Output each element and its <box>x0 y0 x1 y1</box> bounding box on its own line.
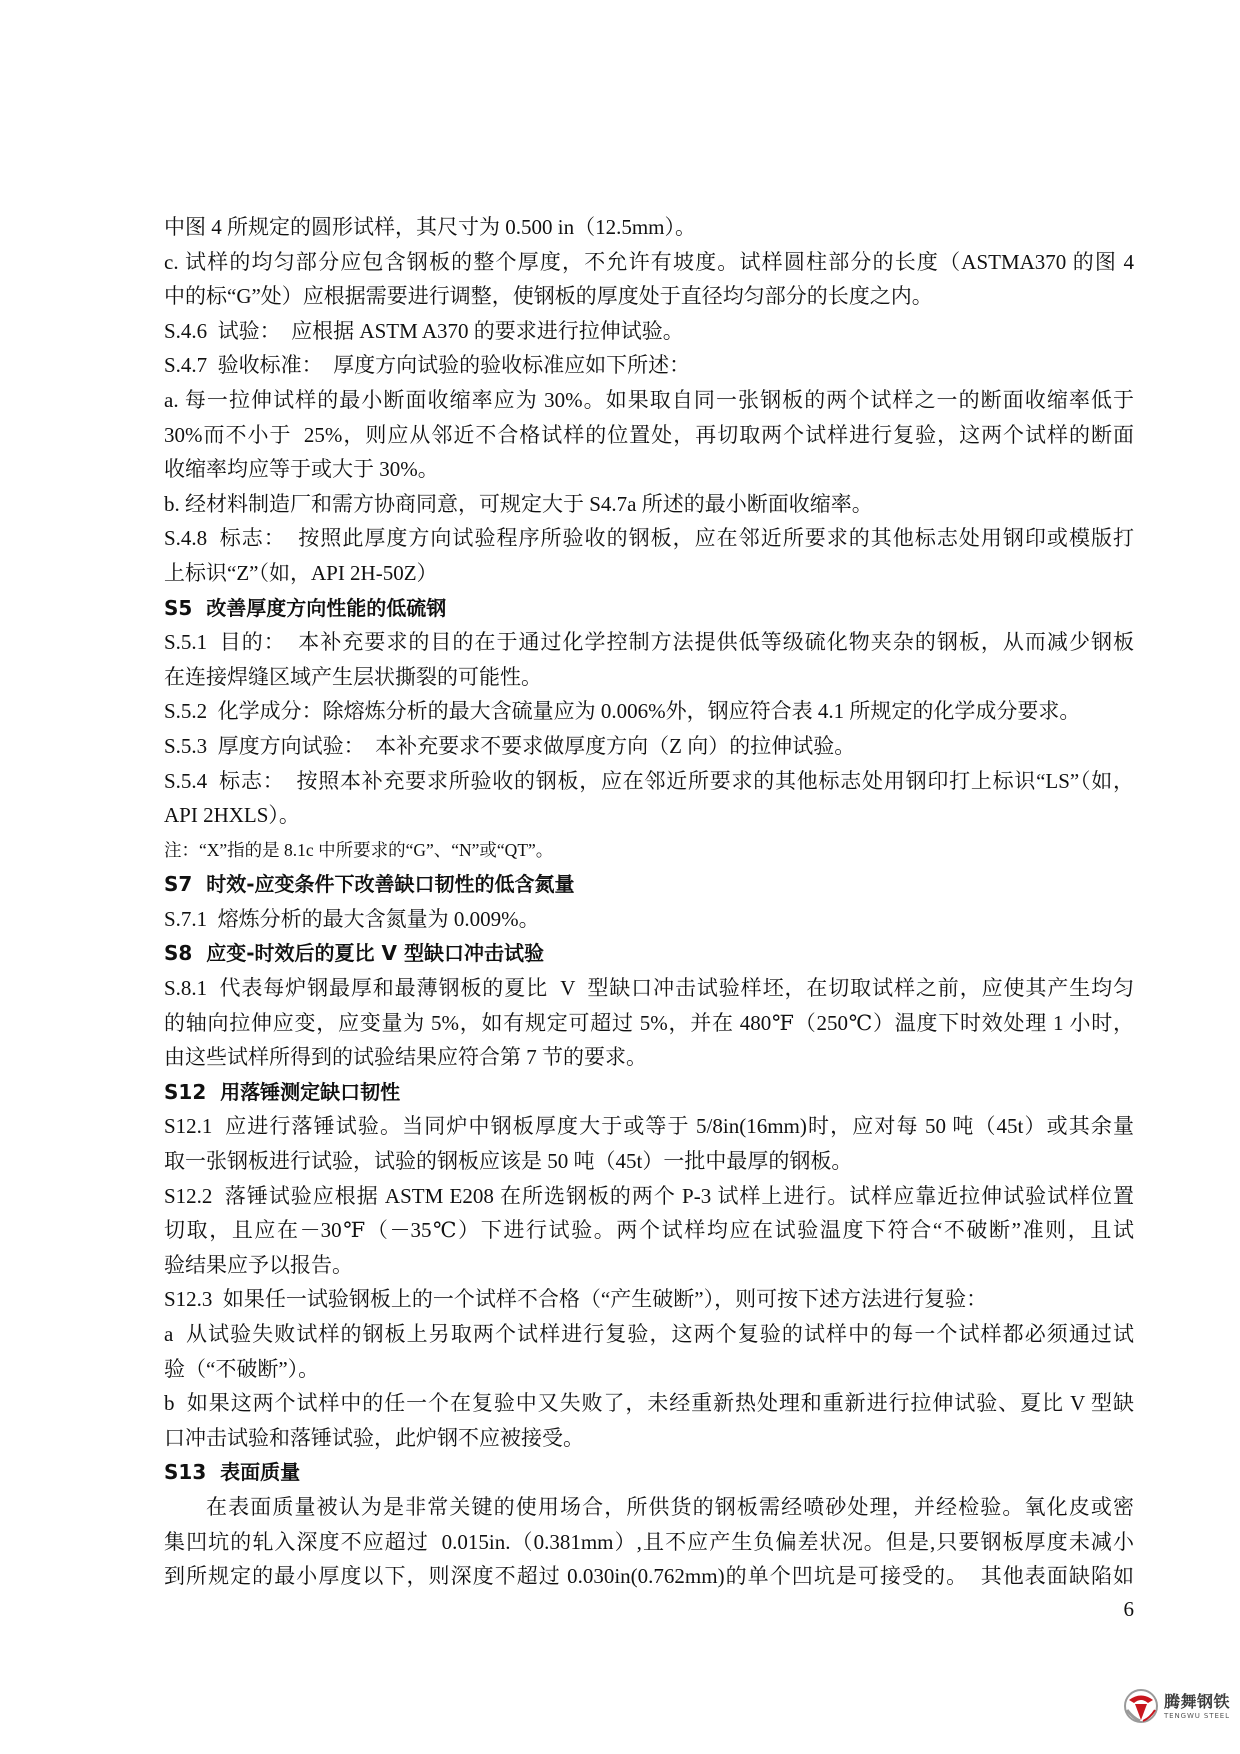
text-line: S.5.4 标志： 按照本补充要求所验收的钢板，应在邻近所要求的其他标志处用钢印打上标识“LS”（如， <box>164 768 1134 793</box>
clause-s12-3-a <box>164 1317 1134 1386</box>
clause-s4-8 <box>164 521 1134 590</box>
text-line: 收缩率均应等于或大于 30%。 <box>164 457 439 482</box>
text-line: 到所规定的最小厚度以下，则深度不超过 0.030in(0.762mm)的单个凹坑是可接受的。 其他表面缺陷如 <box>164 1564 1134 1589</box>
clause-s4-7 <box>164 348 1134 383</box>
clause-s5-4 <box>164 764 1134 833</box>
clause-s5-1 <box>164 625 1134 694</box>
text-line: API 2HXLS）。 <box>164 803 300 828</box>
note-line: 注：“X”指的是 8.1c 中所要求的“G”、“N”或“QT”。 <box>164 839 554 860</box>
logo-name-cn: 腾舞钢铁 <box>1164 1691 1231 1711</box>
text-line: 中的标“G”处）应根据需要进行调整，使钢板的厚度处于直径均匀部分的长度之内。 <box>164 284 933 309</box>
section-heading-s12: S12 用落锤测定缺口韧性 <box>164 1079 401 1104</box>
text-line: 由这些试样所得到的试验结果应符合第 7 节的要求。 <box>164 1045 647 1070</box>
section-heading-s5: S5 改善厚度方向性能的低硫钢 <box>164 595 447 620</box>
section-heading-s7: S7 时效-应变条件下改善缺口韧性的低含氮量 <box>164 872 575 897</box>
clause-s4-5-continuation <box>164 210 1134 245</box>
clause-s4-7-b <box>164 487 1134 522</box>
text-line: a 从试验失败试样的钢板上另取两个试样进行复验，这两个复验的试样中的每一个试样都必须通过试 <box>164 1322 1134 1346</box>
text-line: c. 试样的均匀部分应包含钢板的整个厚度，不允许有坡度。试样圆柱部分的长度（ASTMA370 的图 4 <box>164 249 1134 274</box>
text-line: S.4.8 标志： 按照此厚度方向试验程序所验收的钢板，应在邻近所要求的其他标志处用钢印或模版打 <box>164 526 1134 551</box>
text-line: a. 每一拉伸试样的最小断面收缩率应为 30%。如果取自同一张钢板的两个试样之一的断面收缩率低于 <box>164 387 1134 412</box>
text-line: S12.3 如果任一试验钢板上的一个试样不合格（“产生破断”），则可按下述方法进行复验： <box>164 1287 988 1312</box>
clause-s13-paragraph <box>164 1490 1134 1594</box>
text-line: 取一张钢板进行试验，试验的钢板应该是 50 吨（45t）一批中最厚的钢板。 <box>164 1149 853 1174</box>
logo-text <box>1164 1692 1230 1721</box>
clause-s4-7-a <box>164 383 1134 487</box>
clause-s4-5-c <box>164 245 1134 314</box>
text-line: 上标识“Z”（如，API 2H-50Z） <box>164 560 438 585</box>
text-line: S12.2 落锤试验应根据 ASTM E208 在所选钢板的两个 P-3 试样上进行。试样应靠近拉伸试验试样位置 <box>164 1183 1134 1208</box>
clause-s5-2 <box>164 694 1134 729</box>
text-line: 在连接焊缝区域产生层状撕裂的可能性。 <box>164 664 542 689</box>
clause-s12-3 <box>164 1282 1134 1317</box>
clause-s5-3 <box>164 729 1134 764</box>
section-heading-s8: S8 应变-时效后的夏比 V 型缺口冲击试验 <box>164 941 544 966</box>
text-line: b 如果这两个试样中的任一个在复验中又失败了，未经重新热处理和重新进行拉伸试验、夏比 V 型缺 <box>164 1391 1134 1416</box>
document-body <box>164 210 1134 1594</box>
text-line: 切取，且应在－30℉（－35℃）下进行试验。两个试样均应在试验温度下符合“不破断”准则，且试 <box>164 1218 1134 1243</box>
text-line: b. 经材料制造厂和需方协商同意，可规定大于 S4.7a 所述的最小断面收缩率。 <box>164 491 873 516</box>
clause-s12-2 <box>164 1179 1134 1283</box>
logo-name-en: TENGWU STEEL <box>1164 1711 1230 1720</box>
tengwu-logo-icon <box>1122 1687 1160 1725</box>
clause-s8-1 <box>164 971 1134 1075</box>
text-line: 口冲击试验和落锤试验，此炉钢不应被接受。 <box>164 1425 584 1450</box>
text-line: S.5.3 厚度方向试验： 本补充要求不要求做厚度方向（Z 向）的拉伸试验。 <box>164 733 856 758</box>
clause-s12-1 <box>164 1109 1134 1178</box>
section-heading-s13: S13 表面质量 <box>164 1460 301 1485</box>
text-line: S.8.1 代表每炉钢最厚和最薄钢板的夏比 V 型缺口冲击试验样坯，在切取试样之前，应使其产生均匀 <box>164 976 1134 1001</box>
text-line: S.5.2 化学成分：除熔炼分析的最大含硫量应为 0.006%外，钢应符合表 4.1 所规定的化学成分要求。 <box>164 699 1081 724</box>
text-line: 在表面质量被认为是非常关键的使用场合，所供货的钢板需经喷砂处理，并经检验。氧化皮或密 <box>206 1494 1134 1519</box>
text-line: 验结果应予以报告。 <box>164 1252 353 1277</box>
text-line: 集凹坑的轧入深度不应超过 0.015in.（0.381mm）,且不应产生负偏差状况。但是,只要钢板厚度未减小 <box>164 1529 1134 1554</box>
text-line: 中图 4 所规定的圆形试样，其尺寸为 0.500 in（12.5mm）。 <box>164 215 697 239</box>
text-line: S.5.1 目的： 本补充要求的目的在于通过化学控制方法提供低等级硫化物夹杂的钢板，从而减少钢板 <box>164 630 1134 655</box>
text-line: S.7.1 熔炼分析的最大含氮量为 0.009%。 <box>164 906 540 931</box>
text-line: 验（“不破断”）。 <box>164 1356 320 1381</box>
page-number: 6 <box>1123 1597 1134 1621</box>
text-line: S12.1 应进行落锤试验。当同炉中钢板厚度大于或等于 5/8in(16mm)时，应对每 50 吨（45t）或其余量 <box>164 1114 1134 1139</box>
text-line: 的轴向拉伸应变，应变量为 5%，如有规定可超过 5%，并在 480℉（250℃）温度下时效处理 1 小时， <box>164 1010 1134 1035</box>
text-line: 30%而不小于 25%，则应从邻近不合格试样的位置处，再切取两个试样进行复验，这两个试样的断面 <box>164 422 1134 447</box>
text-line: S.4.6 试验： 应根据 ASTM A370 的要求进行拉伸试验。 <box>164 318 684 343</box>
text-line: S.4.7 验收标准： 厚度方向试验的验收标准应如下所述： <box>164 353 691 378</box>
company-logo <box>1122 1684 1230 1728</box>
clause-s12-3-b <box>164 1386 1134 1455</box>
clause-s7-1 <box>164 902 1134 937</box>
clause-s4-6 <box>164 314 1134 349</box>
